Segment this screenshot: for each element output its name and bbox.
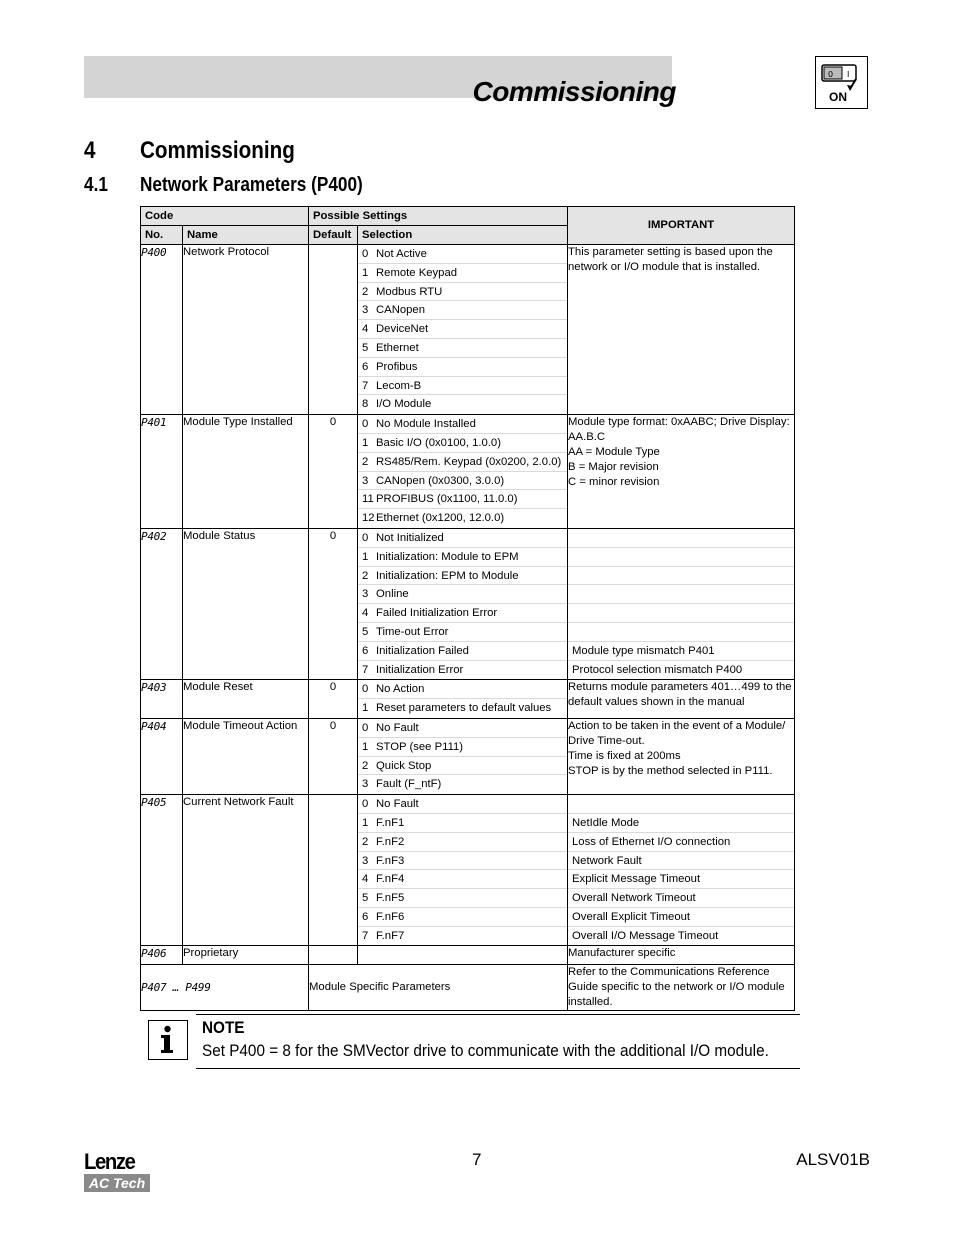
param-name: Module Timeout Action <box>183 718 309 794</box>
selection-item <box>358 738 567 757</box>
param-code: P404 <box>141 718 183 794</box>
selection-number: 0 <box>362 248 369 260</box>
important-note: NetIdle Mode <box>568 814 794 833</box>
selection-label: CANopen <box>376 304 425 317</box>
subsection-number: 4.1 <box>84 174 108 196</box>
selection-label: F.nF6 <box>376 910 405 923</box>
important-line: Action to be taken in the event of a Module/ <box>568 719 786 732</box>
selection-item <box>358 283 567 302</box>
important-note: Overall Network Timeout <box>568 889 794 908</box>
selection-label: F.nF4 <box>376 873 405 886</box>
selection-label: F.nF3 <box>376 854 405 867</box>
selection-item <box>358 623 567 642</box>
svg-text:I: I <box>847 70 850 79</box>
header-name: Name <box>183 226 309 245</box>
selection-number: 7 <box>362 929 369 942</box>
selection-number: 6 <box>362 360 369 373</box>
important-note <box>568 604 794 623</box>
selection-number: 3 <box>362 304 369 317</box>
selection-item <box>358 795 567 814</box>
selection-label: F.nF1 <box>376 816 405 829</box>
important-line: Time is fixed at 200ms <box>568 749 681 762</box>
ac-tech-logo: AC Tech <box>84 1174 150 1192</box>
selection-item <box>358 472 567 491</box>
important-line: AA.B.C <box>568 431 606 444</box>
table-row <box>141 528 795 679</box>
param-default <box>309 245 358 415</box>
selection-label: No Fault <box>376 721 419 734</box>
selection-item <box>358 870 567 889</box>
important-note: Explicit Message Timeout <box>568 870 794 889</box>
important-line: C = minor revision <box>568 476 660 489</box>
selection-item <box>358 889 567 908</box>
param-default: 0 <box>309 718 358 794</box>
param-important: Returns module parameters 401…499 to the default values shown in the manual <box>568 680 795 719</box>
important-line: B = Major revision <box>568 461 659 474</box>
selection-label: Not Initialized <box>376 531 444 544</box>
param-selection <box>358 795 568 946</box>
param-name: Module Status <box>183 528 309 679</box>
network-parameters-table <box>140 206 795 1011</box>
selection-number: 5 <box>362 892 369 905</box>
param-name: Current Network Fault <box>183 795 309 946</box>
selection-label: No Module Installed <box>376 418 476 431</box>
selection-number: 2 <box>362 835 369 848</box>
selection-item <box>358 377 567 396</box>
param-name: Proprietary <box>183 946 309 965</box>
selection-label: F.nF5 <box>376 892 405 905</box>
section-title: Commissioning <box>140 137 295 164</box>
selection-number: 6 <box>362 910 369 923</box>
param-code: P402 <box>141 528 183 679</box>
selection-number: 1 <box>362 266 369 279</box>
info-icon <box>148 1020 188 1060</box>
selection-number: 7 <box>362 379 369 392</box>
selection-item <box>358 927 567 946</box>
selection-number: 1 <box>362 816 369 829</box>
selection-number: 5 <box>362 341 369 354</box>
document-code: ALSV01B <box>796 1150 870 1169</box>
selection-number: 6 <box>362 644 369 657</box>
selection-number: 1 <box>362 702 369 715</box>
selection-number: 0 <box>362 798 369 811</box>
param-important <box>568 415 795 529</box>
selection-item <box>358 567 567 586</box>
selection-label: STOP (see P111) <box>376 740 464 753</box>
selection-item <box>358 719 567 738</box>
param-default: 0 <box>309 528 358 679</box>
param-important <box>568 528 795 679</box>
selection-label: Profibus <box>376 360 418 373</box>
selection-label: Lecom-B <box>376 379 422 392</box>
important-note <box>568 585 794 604</box>
important-note <box>568 623 794 642</box>
selection-label: Initialization: EPM to Module <box>376 569 519 582</box>
selection-number: 1 <box>362 550 369 563</box>
table-row <box>141 795 795 946</box>
selection-item <box>358 775 567 794</box>
selection-item <box>358 680 567 699</box>
selection-label: Ethernet <box>376 341 419 354</box>
param-code: P407 … P499 <box>141 965 309 1011</box>
selection-item <box>358 585 567 604</box>
selection-number: 3 <box>362 778 369 791</box>
selection-number: 12 <box>362 512 375 525</box>
note-text: Set P400 = 8 for the SMVector drive to communicate with the additional I/O module. <box>202 1041 769 1060</box>
selection-label: RS485/Rem. Keypad (0x0200, 2.0.0) <box>376 455 562 468</box>
param-selection <box>358 718 568 794</box>
selection-label: CANopen (0x0300, 3.0.0) <box>376 474 505 487</box>
selection-item <box>358 548 567 567</box>
param-code: P405 <box>141 795 183 946</box>
selection-label: Ethernet (0x1200, 12.0.0) <box>376 512 505 525</box>
selection-item <box>358 642 567 661</box>
selection-label: Failed Initialization Error <box>376 607 498 620</box>
selection-number: 4 <box>362 323 369 336</box>
param-important <box>568 718 795 794</box>
selection-item <box>358 453 567 472</box>
selection-item <box>358 264 567 283</box>
important-note: Overall I/O Message Timeout <box>572 929 719 942</box>
selection-label: Quick Stop <box>376 759 432 772</box>
header-important: IMPORTANT <box>568 207 795 245</box>
important-note: Overall Explicit Timeout <box>568 908 794 927</box>
selection-item <box>358 757 567 776</box>
param-default: 0 <box>309 415 358 529</box>
header-default: Default <box>309 226 358 245</box>
selection-item <box>358 833 567 852</box>
selection-label: Initialization Error <box>376 663 464 676</box>
param-default: 0 <box>309 680 358 719</box>
selection-item <box>358 604 567 623</box>
selection-number: 0 <box>362 683 369 696</box>
selection-number: 8 <box>362 398 369 411</box>
selection-item <box>358 434 567 453</box>
important-note: Network Fault <box>568 852 794 871</box>
subsection-title: Network Parameters (P400) <box>140 174 363 196</box>
important-note: Loss of Ethernet I/O connection <box>568 833 794 852</box>
selection-number: 3 <box>362 588 369 601</box>
param-name: Module Specific Parameters <box>309 965 568 1011</box>
selection-item <box>358 415 567 434</box>
header-selection: Selection <box>358 226 568 245</box>
note-bottom-rule <box>196 1068 800 1069</box>
selection-label: Time-out Error <box>376 625 449 638</box>
selection-number: 0 <box>362 418 369 431</box>
selection-number: 2 <box>362 569 369 582</box>
selection-number: 3 <box>362 474 369 487</box>
selection-label: Initialization: Module to EPM <box>376 550 519 563</box>
param-important: Refer to the Communications Reference Guide specific to the network or I/O module installed. <box>568 965 795 1011</box>
important-line: AA = Module Type <box>568 446 660 459</box>
param-important: Manufacturer specific <box>568 946 795 965</box>
header-code: Code <box>141 207 309 226</box>
header-no: No. <box>141 226 183 245</box>
param-important <box>568 795 795 946</box>
power-switch-icon <box>815 56 868 109</box>
selection-number: 4 <box>362 607 369 620</box>
selection-label: Initialization Failed <box>376 644 469 657</box>
selection-item <box>358 395 567 414</box>
selection-number: 1 <box>362 436 369 449</box>
important-note: Module type mismatch P401 <box>568 642 794 661</box>
selection-item <box>358 852 567 871</box>
selection-label: Reset parameters to default values <box>376 702 552 715</box>
important-note <box>568 567 794 586</box>
selection-number: 5 <box>362 625 369 638</box>
selection-label: F.nF7 <box>376 929 405 942</box>
table-row <box>141 965 795 1011</box>
important-note <box>568 548 794 567</box>
param-code: P406 <box>141 946 183 965</box>
selection-number: 0 <box>362 531 369 544</box>
selection-item <box>358 908 567 927</box>
param-default <box>309 795 358 946</box>
important-note <box>568 795 794 814</box>
selection-label: Modbus RTU <box>376 285 443 298</box>
selection-item <box>358 320 567 339</box>
selection-label: I/O Module <box>376 398 432 411</box>
selection-number: 7 <box>362 663 369 676</box>
selection-label: DeviceNet <box>376 323 429 336</box>
selection-label: Not Active <box>376 248 427 260</box>
svg-text:0: 0 <box>828 70 834 79</box>
selection-item <box>358 509 567 528</box>
table-row <box>141 415 795 529</box>
selection-label: Remote Keypad <box>376 266 458 279</box>
selection-item <box>358 699 567 718</box>
selection-item <box>358 814 567 833</box>
selection-item <box>358 358 567 377</box>
lenze-logo: Lenze <box>84 1149 135 1174</box>
selection-label: Basic I/O (0x0100, 1.0.0) <box>376 436 501 449</box>
selection-label: Fault (F_ntF) <box>376 778 442 791</box>
note-top-rule <box>196 1014 800 1015</box>
selection-label: No Action <box>376 683 425 696</box>
important-note: Protocol selection mismatch P400 <box>572 663 743 676</box>
selection-label: PROFIBUS (0x1100, 11.0.0) <box>376 493 518 506</box>
selection-item <box>358 245 567 264</box>
selection-label: F.nF2 <box>376 835 405 848</box>
selection-number: 3 <box>362 854 369 867</box>
header-possible-settings: Possible Settings <box>309 207 568 226</box>
page-number: 7 <box>472 1150 482 1169</box>
param-code: P403 <box>141 680 183 719</box>
param-default <box>309 946 358 965</box>
important-note <box>568 529 794 548</box>
selection-number: 0 <box>362 721 369 734</box>
section-number: 4 <box>84 137 96 164</box>
important-line: Module type format: 0xAABC; Drive Display: <box>568 416 790 429</box>
selection-number: 2 <box>362 759 369 772</box>
important-line: STOP is by the method selected in P111. <box>568 764 773 777</box>
table-row <box>141 245 795 415</box>
param-name: Module Reset <box>183 680 309 719</box>
table-row <box>141 680 795 719</box>
param-selection <box>358 415 568 529</box>
selection-label: No Fault <box>376 798 419 811</box>
table-row <box>141 718 795 794</box>
selection-number: 2 <box>362 285 369 298</box>
param-important: This parameter setting is based upon the network or I/O module that is installed. <box>568 245 795 415</box>
param-name: Module Type Installed <box>183 415 309 529</box>
power-switch-label: ON <box>829 90 847 104</box>
note-title: NOTE <box>202 1018 245 1037</box>
param-selection <box>358 946 568 965</box>
selection-item <box>358 490 567 509</box>
param-selection <box>358 680 568 719</box>
param-name: Network Protocol <box>183 245 309 415</box>
important-line: Drive Time-out. <box>568 734 645 747</box>
header-title: Commissioning <box>472 76 676 107</box>
selection-number: 4 <box>362 873 369 886</box>
table-row <box>141 946 795 965</box>
selection-number: 1 <box>362 740 369 753</box>
param-selection <box>358 245 568 415</box>
param-code: P401 <box>141 415 183 529</box>
selection-label: Online <box>376 588 409 601</box>
selection-number: 11 <box>362 493 374 506</box>
param-selection <box>358 528 568 679</box>
selection-item <box>358 661 567 680</box>
selection-item <box>358 529 567 548</box>
selection-item <box>358 339 567 358</box>
selection-number: 2 <box>362 455 369 468</box>
selection-item <box>358 301 567 320</box>
param-code: P400 <box>141 245 183 415</box>
